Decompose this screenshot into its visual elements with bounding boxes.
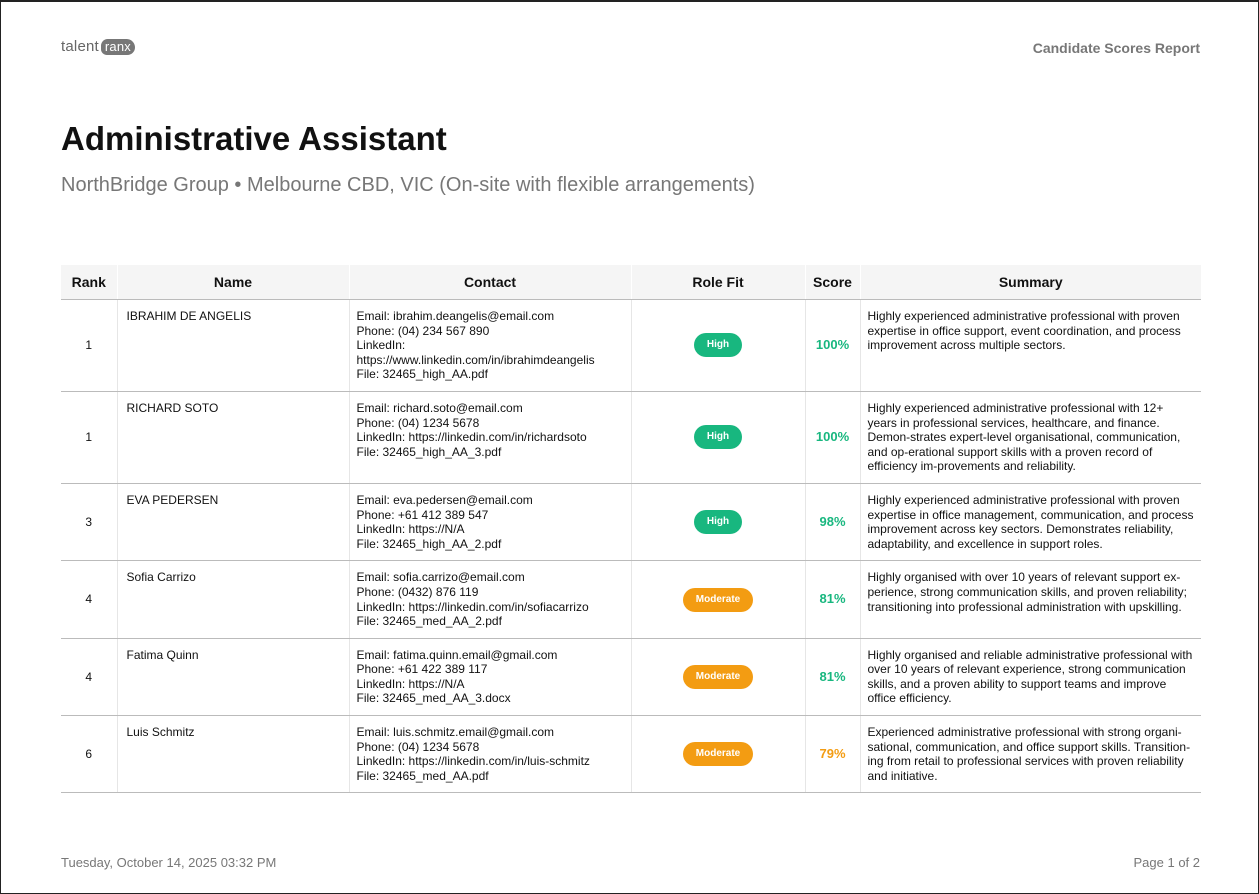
role-fit-badge: Moderate [683,665,753,689]
score-value: 81% [819,591,846,607]
score-value: 79% [819,745,846,761]
score-value: 100% [815,429,850,445]
column-header-contact: Contact [349,265,631,300]
candidate-name: Luis Schmitz [117,716,349,793]
candidate-name: EVA PEDERSEN [117,483,349,560]
table-row [61,638,1201,715]
role-fit-cell [631,561,805,638]
rank-cell: 6 [61,716,117,793]
contact-line: File: 32465_high_AA_2.pdf [356,536,502,551]
contact-line: Email: eva.pedersen@email.com [356,492,533,507]
talentranx-logo [61,38,135,55]
score-cell [805,483,860,560]
contact-line: Phone: (04) 1234 5678 [356,739,480,754]
role-fit-cell [631,391,805,483]
logo-badge: ranx [101,39,135,55]
score-cell [805,638,860,715]
table-row [61,391,1201,483]
contact-line: File: 32465_med_AA_3.docx [356,691,511,706]
candidate-name: Sofia Carrizo [117,561,349,638]
contact-line: File: 32465_med_AA.pdf [356,768,489,783]
score-value: 100% [815,337,850,353]
role-fit-cell [631,716,805,793]
rank-cell: 4 [61,638,117,715]
role-fit-badge: High [694,510,742,534]
contact-line: LinkedIn: https://N/A [356,522,465,537]
contact-line: LinkedIn: https://linkedin.com/in/sofiacarrizo [356,599,589,614]
contact-line: File: 32465_high_AA_3.pdf [356,444,502,459]
contact-cell [349,561,631,638]
score-cell [805,300,860,392]
contact-cell [349,300,631,392]
table-row [61,300,1201,392]
role-fit-cell [631,300,805,392]
rank-cell: 1 [61,391,117,483]
candidate-name: IBRAHIM DE ANGELIS [117,300,349,392]
contact-line: Phone: +61 412 389 547 [356,507,489,522]
contact-line: Email: ibrahim.deangelis@email.com [356,309,555,323]
table-row [61,561,1201,638]
contact-line: Phone: (04) 234 567 890 [356,323,490,338]
summary-cell: Experienced administrative professional with strong organi-sational, communication, and office support skills. Transition-ing from retail to professional services with proven reliability and initiative. [860,716,1201,793]
contact-line: Email: fatima.quinn.email@gmail.com [356,647,558,662]
footer-timestamp: Tuesday, October 14, 2025 03:32 PM [61,855,277,870]
footer-page-number: Page 1 of 2 [1133,855,1200,870]
candidate-name: Fatima Quinn [117,638,349,715]
role-fit-badge: Moderate [683,588,753,612]
candidate-name: RICHARD SOTO [117,391,349,483]
rank-cell: 4 [61,561,117,638]
summary-cell: Highly organised with over 10 years of relevant support ex-perience, strong communication skills, and proven reliability; transitioning into professional administration with upskilling. [860,561,1201,638]
table-row [61,483,1201,560]
contact-cell [349,483,631,560]
contact-line: LinkedIn: https://N/A [356,676,465,691]
contact-line: File: 32465_high_AA.pdf [356,367,488,382]
score-value: 81% [819,668,846,684]
contact-cell [349,391,631,483]
column-header-score: Score [805,265,860,300]
score-cell [805,561,860,638]
job-subtitle: NorthBridge Group • Melbourne CBD, VIC (On-site with flexible arrangements) [61,174,755,196]
table-body [61,300,1201,793]
contact-line: Email: richard.soto@email.com [356,400,523,415]
candidate-table [61,265,1201,793]
contact-line: https://www.linkedin.com/in/ibrahimdeangelis [356,352,595,367]
report-label: Candidate Scores Report [1032,40,1200,56]
column-header-summary: Summary [860,265,1201,300]
rank-cell: 3 [61,483,117,560]
score-cell [805,391,860,483]
rank-cell: 1 [61,300,117,392]
role-fit-cell [631,638,805,715]
summary-cell: Highly experienced administrative professional with proven expertise in office support, event coordination, and process improvement across multiple sectors. [860,300,1201,392]
table-header-row [61,265,1201,300]
role-fit-badge: Moderate [683,742,753,766]
role-fit-badge: High [694,425,742,449]
job-title: Administrative Assistant [61,120,447,157]
contact-line: LinkedIn: https://linkedin.com/in/luis-schmitz [356,754,590,769]
contact-cell [349,638,631,715]
role-fit-badge: High [694,333,742,357]
summary-cell: Highly organised and reliable administrative professional with over 10 years of relevant experience, strong communication skills, and a proven ability to support teams and improve office efficiency. [860,638,1201,715]
score-value: 98% [819,513,846,529]
contact-line: LinkedIn: [356,338,406,353]
contact-line: LinkedIn: https://linkedin.com/in/richardsoto [356,430,587,445]
contact-cell [349,716,631,793]
role-fit-cell [631,483,805,560]
contact-line: Email: sofia.carrizo@email.com [356,570,525,585]
score-cell [805,716,860,793]
column-header-name: Name [117,265,349,300]
contact-line: Email: luis.schmitz.email@gmail.com [356,725,555,740]
summary-cell: Highly experienced administrative professional with 12+ years in professional services, healthcare, and finance. Demon-strates expert-level organisational, communication, and op-erational support skills with a proven record of efficiency im-provements and reliability. [860,391,1201,483]
column-header-rank: Rank [61,265,117,300]
table-row [61,716,1201,793]
contact-line: Phone: +61 422 389 117 [356,662,488,677]
column-header-role-fit: Role Fit [631,265,805,300]
contact-line: File: 32465_med_AA_2.pdf [356,614,502,629]
logo-text: talent [61,38,99,55]
summary-cell: Highly experienced administrative professional with proven expertise in office management, communication, and process improvement across key sectors. Demonstrates reliability, adaptability, and excellence in support roles. [860,483,1201,560]
contact-line: Phone: (0432) 876 119 [356,584,479,599]
contact-line: Phone: (04) 1234 5678 [356,415,480,430]
